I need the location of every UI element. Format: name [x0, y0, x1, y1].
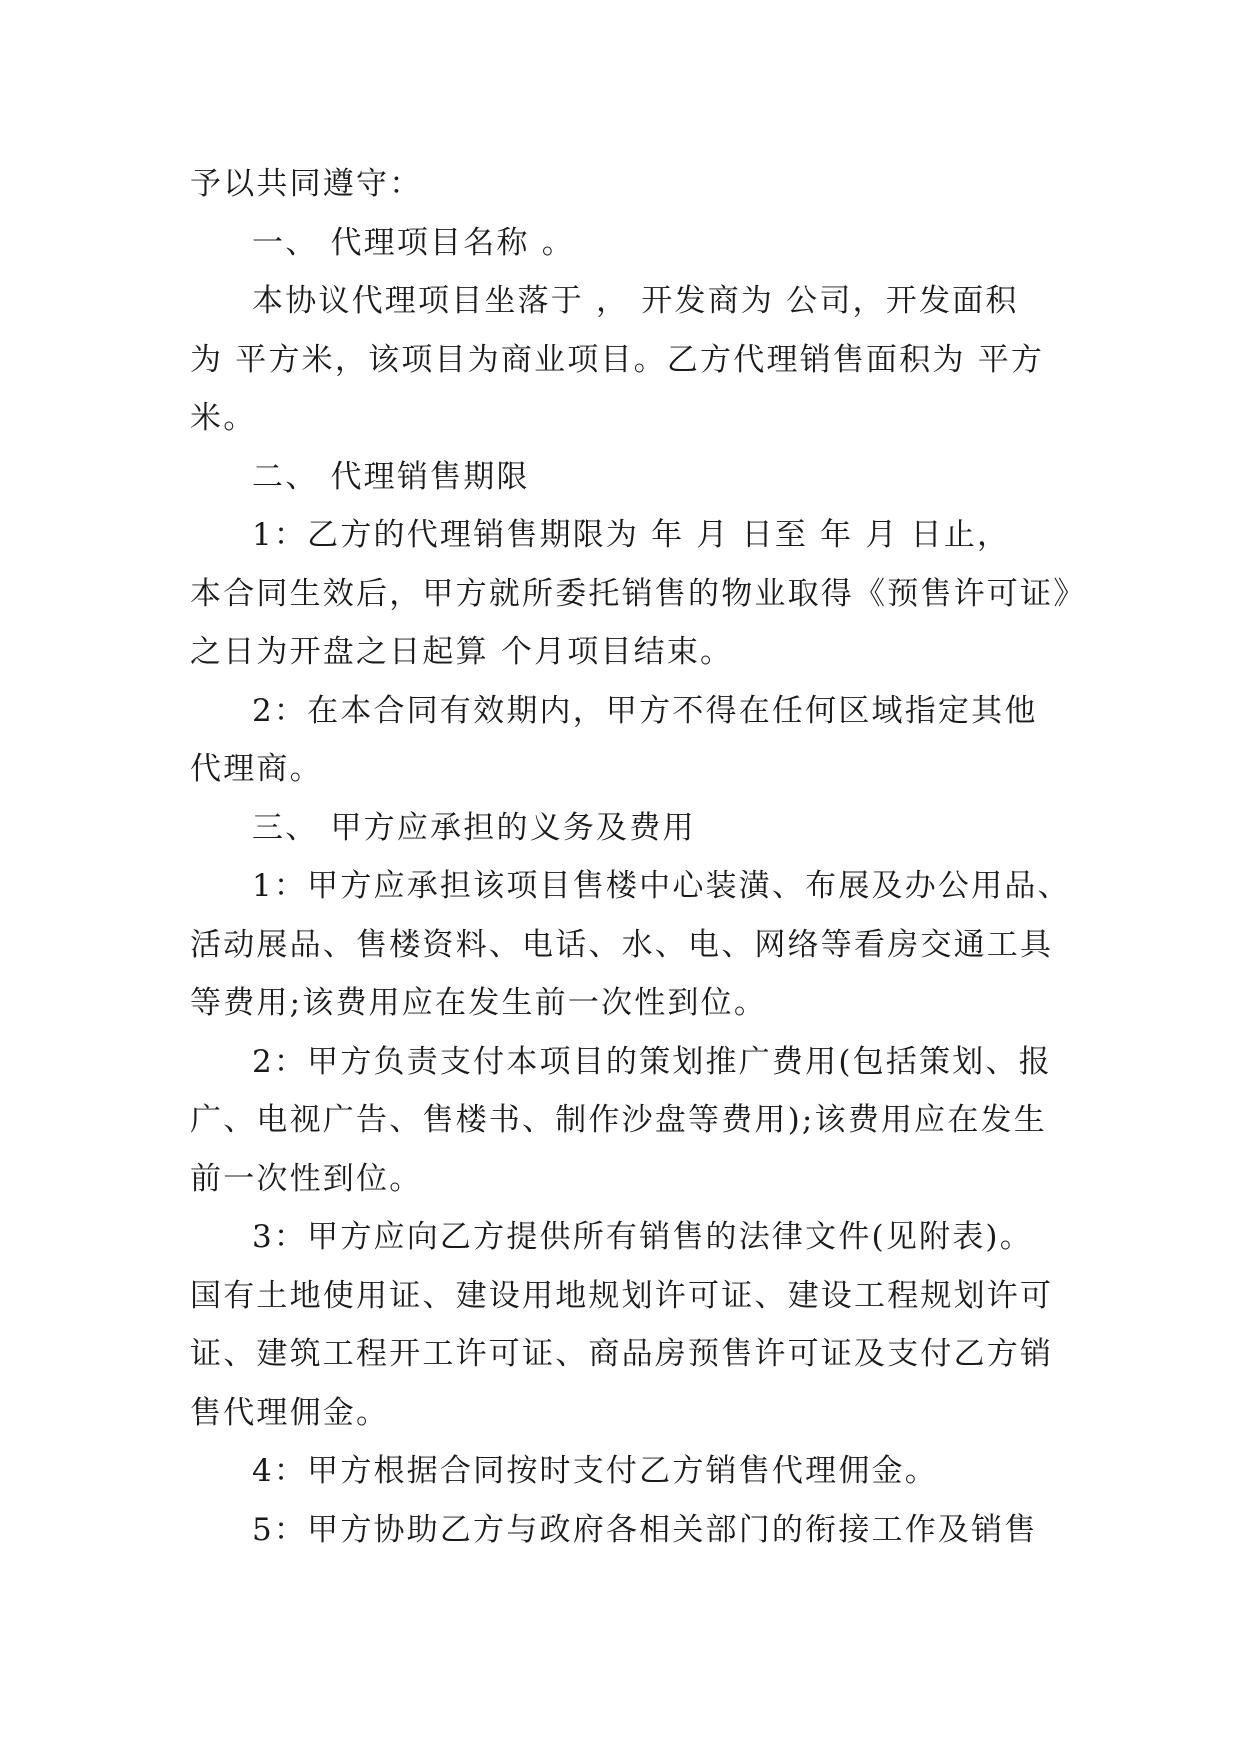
section-heading: 三、 甲方应承担的义务及费用 [252, 809, 696, 846]
text-line: 代理商。 [190, 751, 323, 787]
text-line: 证、建筑工程开工许可证、商品房预售许可证及支付乙方销 [190, 1336, 1054, 1372]
text-line: 售代理佣金。 [190, 1394, 390, 1431]
section-heading: 一、 代理项目名称 。 [252, 224, 575, 261]
text-line: 广、电视广告、售楼书、制作沙盘等费用);该费用应在发生 [190, 1102, 1047, 1138]
text-line: 4：甲方根据合同按时支付乙方销售代理佣金。 [252, 1453, 938, 1489]
section-heading: 二、 代理销售期限 [252, 458, 530, 495]
text-line: 为 平方米，该项目为商业项目。乙方代理销售面积为 平方 [190, 341, 1045, 378]
text-line: 3：甲方应向乙方提供所有销售的法律文件(见附表)。 [252, 1219, 1033, 1255]
text-line: 1：乙方的代理销售期限为 年 月 日至 年 月 日止， [252, 517, 1011, 553]
text-line: 5：甲方协助乙方与政府各相关部门的衔接工作及销售 [252, 1511, 1038, 1548]
text-line: 本协议代理项目坐落于 ， 开发商为 公司，开发面积 [252, 283, 1019, 319]
text-line: 1：甲方应承担该项目售楼中心装潢、布展及办公用品、 [252, 868, 1071, 904]
text-line: 前一次性到位。 [190, 1160, 423, 1197]
text-line: 之日为开盘之日起算 个月项目结束。 [190, 634, 734, 670]
text-line: 活动展品、售楼资料、电话、水、电、网络等看房交通工具 [190, 926, 1054, 963]
text-line: 国有土地使用证、建设用地规划许可证、建设工程规划许可 [190, 1277, 1054, 1314]
text-line: 2：甲方负责支付本项目的策划推广费用(包括策划、报 [252, 1043, 1052, 1080]
text-line: 本合同生效后，甲方就所委托销售的物业取得《预售许可证》 [190, 575, 1087, 612]
text-line: 等费用;该费用应在发生前一次性到位。 [190, 985, 768, 1021]
document-body [190, 155, 1087, 1559]
text-line: 予以共同遵守： [190, 166, 423, 202]
text-line: 2：在本合同有效期内，甲方不得在任何区域指定其他 [252, 692, 1038, 729]
text-line: 米。 [190, 400, 257, 436]
